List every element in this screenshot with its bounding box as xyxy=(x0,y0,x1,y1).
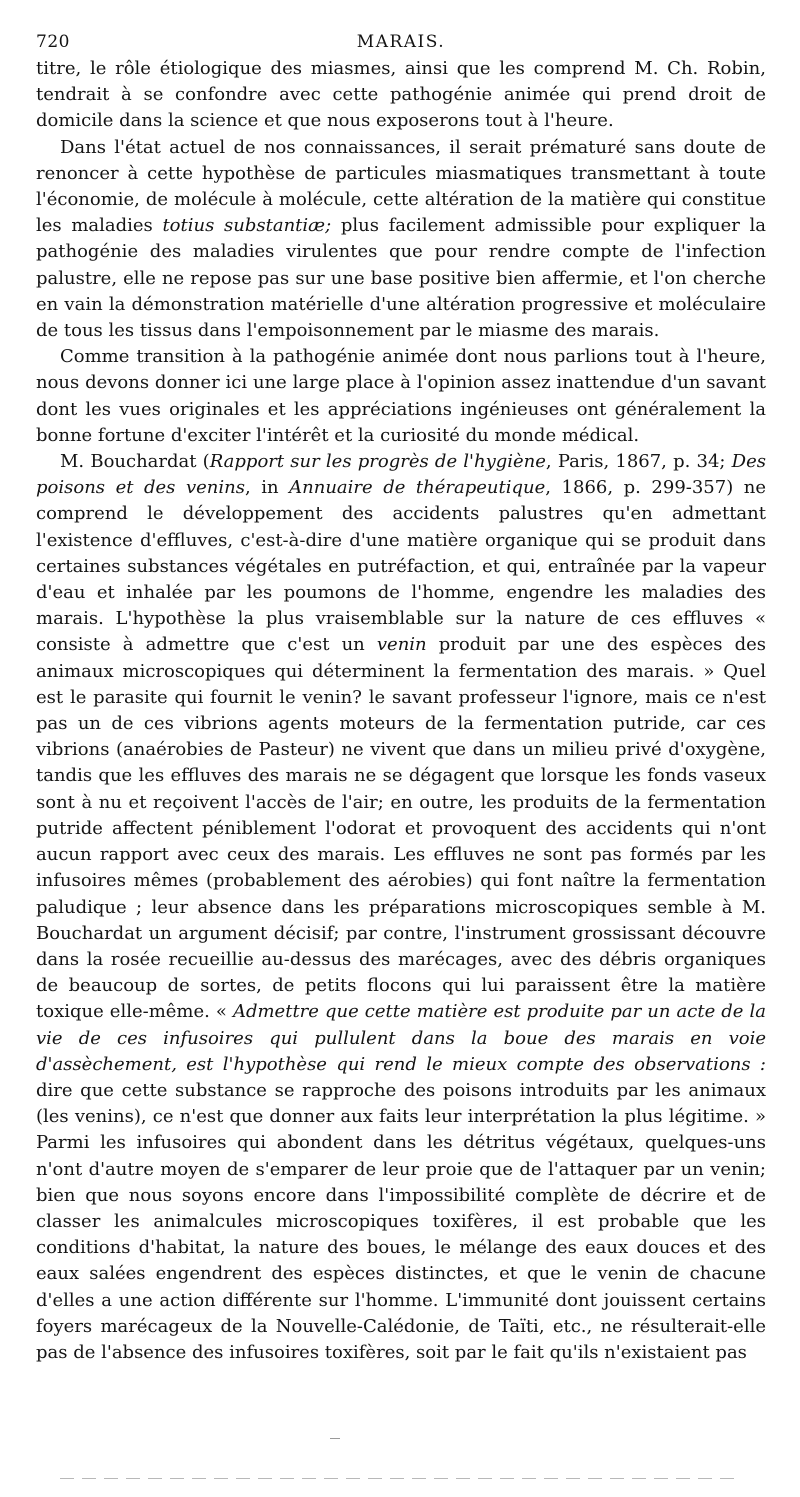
text-run: Dans l'état actuel de nos connaissances, il serait prématuré sans doute de renoncer à cette hypothèse de particules miasmatiques transmettant à toute l'économie, de molécule à molécule, cette altération de la matière qui constitue les maladies xyxy=(36,136,766,237)
text-run: dire que cette substance se rapproche des poisons introduits par les animaux (les venins), ce n'est que donner aux faits leur interprétation la plus légitime. » Parmi les infusoires qui abondent dans les détritus végétaux, quelques-uns n'ont d'autre moyen de s'emparer de leur proie que de l'attaquer par un venin; bien que nous soyons encore dans l'impossibilité complète de décrire et de classer les animalcules microscopiques toxifères, il est probable que les conditions d'habitat, la nature des boues, le mélange des eaux douces et des eaux salées engendrent des espèces distinctes, et que le venin de chacune d'elles a une action différente sur l'homme. L'immunité dont jouissent certains foyers marécageux de la Nouvelle-Calédonie, de Taïti, etc., ne résulterait-elle pas de l'absence des infusoires toxifères, soit par le fait qu'ils n'existaient pas xyxy=(36,1079,766,1363)
italic-text: Admettre que cette matière est produite par un acte de la vie de ces infusoires qui pullulent dans la boue des marais en voie d'assèchement, est l'hypothèse qui rend le mieux compte des observations : xyxy=(36,1001,766,1075)
page-mark xyxy=(330,1438,340,1439)
paragraph-p3 xyxy=(36,344,766,449)
text-run: , 1866, p. 299-357) ne comprend le développement des accidents palustres qu'en admettant l'existence d'effluves, c'est-à-dire d'une matière organique qui se produit dans certaines substances végétales en putréfaction, et qui, entraînée par la vapeur d'eau et inhalée par les poumons de l'homme, engendre les maladies des marais. L'hypothèse la plus vraisemblable sur la nature de ces effluves « consiste à admettre que c'est un xyxy=(36,477,767,656)
book-page xyxy=(36,28,766,1366)
italic-text: Rapport sur les progrès de l'hygiène xyxy=(209,451,546,473)
running-title: MARAIS. xyxy=(356,32,446,52)
text-run: plus facilement admissible pour expliquer la pathogénie des maladies virulentes que pour rendre compte de l'infection palustre, elle ne repose pas sur une base positive bien affermie, et l'on cherche en vain la démonstration matérielle d'une altération progressive et moléculaire de tous les tissus dans l'empoisonnement par le miasme des marais. xyxy=(36,215,766,342)
text-run: M. Bouchardat ( xyxy=(60,451,210,473)
paragraph-p1 xyxy=(36,56,766,135)
text-run: titre, le rôle étiologique des miasmes, ainsi que les comprend M. Ch. Robin, tendrait à se confondre avec cette pathogénie animée qui prend droit de domicile dans la science et que nous exposerons tout à l'heure. xyxy=(36,58,766,132)
italic-text: venin xyxy=(376,634,427,656)
italic-text: Des poisons et des venins xyxy=(36,451,766,499)
text-run: Comme transition à la pathogénie animée dont nous parlions tout à l'heure, nous devons donner ici une large place à l'opinion assez inattendue d'un savant dont les vues originales et les appréciations ingénieuses ont généralement la bonne fortune d'exciter l'intérêt et la curiosité du monde médical. xyxy=(36,346,766,446)
bottom-rule xyxy=(60,1478,740,1479)
page-number: 720 xyxy=(36,32,70,52)
paragraph-p4 xyxy=(36,449,766,1366)
body-text xyxy=(36,56,766,1366)
text-run: produit par une des espèces des animaux microscopiques qui déterminent la fermentation des marais. » Quel est le parasite qui fournit le venin? le savant professeur l'ignore, mais ce n'est pas un de ces vibrions agents moteurs de la fermentation putride, car ces vibrions (anaérobies de Pasteur) ne vivent que dans un milieu privé d'oxygène, tandis que les effluves des marais ne se dégagent que lorsque les fonds vaseux sont à nu et reçoivent l'accès de l'air; en outre, les produits de la fermentation putride affectent péniblement l'odorat et provoquent des accidents qui n'ont aucun rapport avec ceux des marais. Les effluves ne sont pas formés par les infusoires mêmes (probablement des aérobies) qui font naître la fermentation paludique ; leur absence dans les préparations microscopiques semble à M. Bouchardat un argument décisif; par contre, l'instrument grossissant découvre dans la rosée recueillie au-dessus des marécages, avec des débris organiques de beaucoup de sortes, de petits flocons qui lui paraissent être la matière toxique elle-même. « xyxy=(36,634,766,1023)
running-head xyxy=(36,28,766,56)
italic-text: totius substantiæ; xyxy=(162,215,332,237)
text-run: , in xyxy=(244,477,290,499)
paragraph-p2 xyxy=(36,135,766,345)
italic-text: Annuaire de thérapeutique xyxy=(289,477,546,499)
text-run: , Paris, 1867, p. 34; xyxy=(545,451,732,473)
